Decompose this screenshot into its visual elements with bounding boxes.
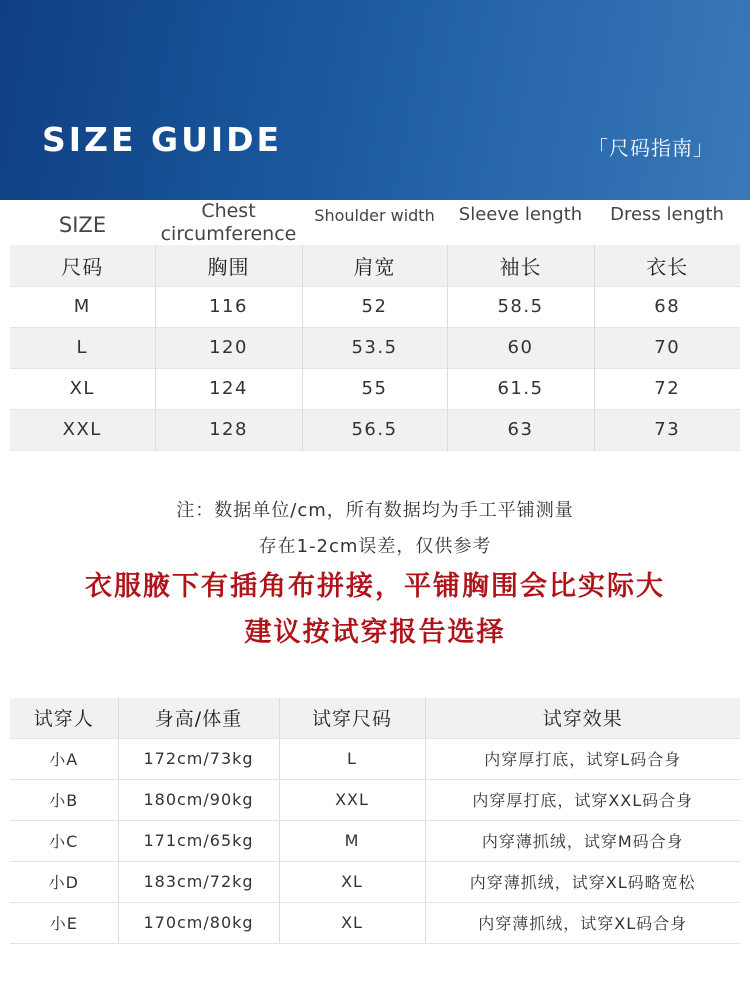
table-cell: 52: [302, 286, 447, 327]
header-dress: Dress length: [610, 204, 724, 225]
page-subtitle: 「尺码指南」: [588, 136, 714, 160]
table-cell: 小B: [10, 779, 118, 820]
table-row: [10, 409, 740, 450]
header-cell: 尺码: [10, 245, 155, 286]
table-cell: 120: [155, 327, 302, 368]
table-cell: 60: [447, 327, 594, 368]
table-cell: 小A: [10, 738, 118, 779]
table-cell: XXL: [10, 409, 155, 450]
table-cell: 128: [155, 409, 302, 450]
header-cell: 试穿效果: [425, 698, 740, 738]
table-cell: 小C: [10, 820, 118, 861]
table-cell: 61.5: [447, 368, 594, 409]
header-cell: 肩宽: [302, 245, 447, 286]
try-on-table: [10, 698, 740, 944]
table-row: [10, 286, 740, 327]
table-cell: L: [10, 327, 155, 368]
table-cell: 116: [155, 286, 302, 327]
table-cell: M: [10, 286, 155, 327]
table-header-row: [10, 245, 740, 286]
warning-line-2: 建议按试穿报告选择: [244, 617, 506, 648]
header-cell: 袖长: [447, 245, 594, 286]
table-row: [10, 820, 740, 861]
table-cell: M: [279, 820, 425, 861]
table-cell: 72: [654, 378, 681, 399]
header-shoulder: Shoulder width: [314, 206, 435, 225]
table-cell: 68: [654, 296, 681, 317]
table-cell: XL: [10, 368, 155, 409]
table-cell: 56.5: [302, 409, 447, 450]
header-sleeve: Sleeve length: [458, 204, 583, 225]
table-cell: 内穿薄抓绒，试穿XL码略宽松: [425, 861, 740, 902]
size-table: [10, 245, 740, 451]
tolerance-note: 存在1-2cm误差，仅供参考: [258, 536, 492, 557]
table-cell: 内穿厚打底，试穿L码合身: [425, 738, 740, 779]
table-cell: 63: [447, 409, 594, 450]
table-cell: 55: [302, 368, 447, 409]
table-cell: 小D: [10, 861, 118, 902]
table-cell: 58.5: [447, 286, 594, 327]
header-banner: [0, 0, 750, 200]
table-cell: 124: [155, 368, 302, 409]
header-cell: 衣长: [594, 245, 740, 286]
table-row: [10, 902, 740, 943]
table-cell: L: [279, 738, 425, 779]
table-cell: 小E: [10, 902, 118, 943]
table-row: [10, 779, 740, 820]
table-row: [10, 861, 740, 902]
table-row: [10, 368, 740, 409]
table-cell: XL: [279, 902, 425, 943]
header-cell: 胸围: [155, 245, 302, 286]
size-table-en-header: [10, 200, 740, 245]
table-cell: 183cm/72kg: [118, 861, 279, 902]
table-row: [10, 327, 740, 368]
table-cell: 172cm/73kg: [118, 738, 279, 779]
table-cell: 内穿厚打底，试穿XXL码合身: [425, 779, 740, 820]
measurement-note: 注：数据单位/cm，所有数据均为手工平铺测量: [176, 500, 574, 521]
table-cell: XL: [279, 861, 425, 902]
table-row: [10, 738, 740, 779]
page-title: SIZE GUIDE: [42, 120, 283, 159]
table-cell: 内穿薄抓绒，试穿M码合身: [425, 820, 740, 861]
table-cell: 73: [594, 409, 740, 450]
table-cell: 内穿薄抓绒，试穿XL码合身: [425, 902, 740, 943]
header-size: SIZE: [58, 213, 107, 237]
header-cell: 身高/体重: [118, 698, 279, 738]
header-cell: 试穿人: [10, 698, 118, 738]
table-cell: 70: [594, 327, 740, 368]
table-cell: 171cm/65kg: [118, 820, 279, 861]
header-chest: Chest circumference: [160, 200, 297, 245]
table-cell: 53.5: [302, 327, 447, 368]
header-cell: 试穿尺码: [279, 698, 425, 738]
table-cell: 180cm/90kg: [118, 779, 279, 820]
table-cell: XXL: [279, 779, 425, 820]
warning-line-1: 衣服腋下有插角布拼接，平铺胸围会比实际大: [85, 571, 665, 602]
table-header-row: [10, 698, 740, 738]
table-cell: 170cm/80kg: [118, 902, 279, 943]
